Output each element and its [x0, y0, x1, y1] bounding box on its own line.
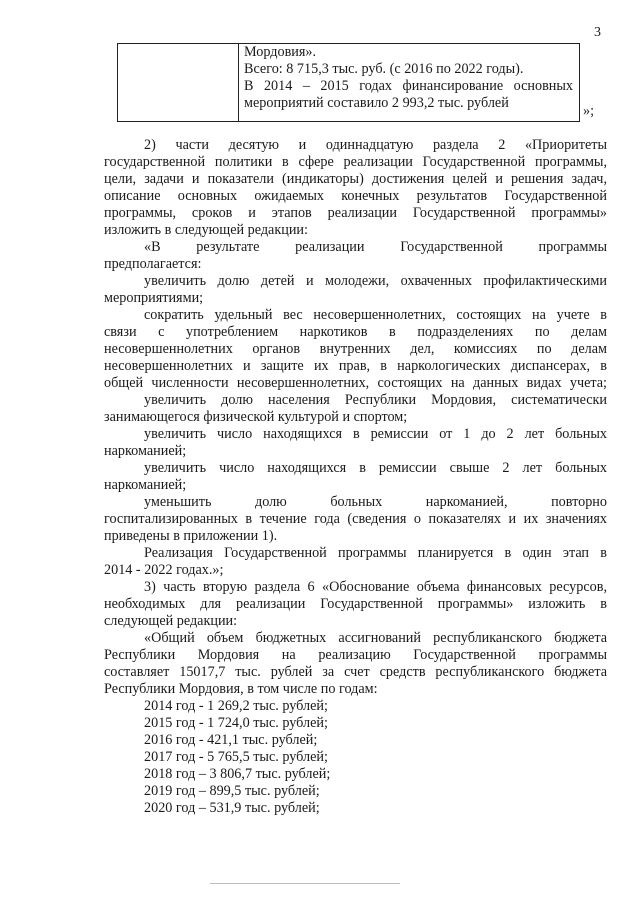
table-cell-line: Мордовия». [244, 44, 317, 60]
text-line: занимающегося физической культурой и спортом; [104, 409, 408, 425]
table-cell-line: мероприятий составило 2 993,2 тыс. рублей [244, 95, 509, 111]
text-line: сократить удельный вес несовершеннолетних, состоящих на учете в [144, 307, 607, 323]
scan-bottom-rule [210, 883, 400, 884]
text-line: увеличить число находящихся в ремиссии свыше 2 лет больных [144, 460, 607, 476]
text-line: «В результате реализации Государственной программы [144, 239, 607, 255]
budget-year-line: 2016 год - 421,1 тыс. рублей; [144, 732, 318, 748]
budget-year-line: 2015 год - 1 724,0 тыс. рублей; [144, 715, 328, 731]
table-cell-line: Всего: 8 715,3 тыс. руб. (с 2016 по 2022 годы). [244, 61, 524, 77]
text-line: следующей редакции: [104, 613, 238, 629]
text-line: изложить в следующей редакции: [104, 222, 308, 238]
text-line: госпитализированных в течение года (сведения о показателях и их значениях [104, 511, 607, 527]
text-line: цели, задачи и показатели (индикаторы) достижения целей и решения задач, [104, 171, 607, 187]
text-line: наркоманией; [104, 443, 187, 459]
text-line: 3) часть вторую раздела 6 «Обоснование объема финансовых ресурсов, [144, 579, 607, 595]
table-fragment [117, 43, 580, 122]
text-line: несовершеннолетних органов внутренних дел, комиссиях по делам [104, 341, 607, 357]
text-line: 2014 - 2022 годах.»; [104, 562, 224, 578]
budget-year-line: 2018 год – 3 806,7 тыс. рублей; [144, 766, 331, 782]
text-line: приведены в приложении 1). [104, 528, 278, 544]
text-line: «Общий объем бюджетных ассигнований республиканского бюджета [144, 630, 607, 646]
budget-year-line: 2019 год – 899,5 тыс. рублей; [144, 783, 320, 799]
text-line: мероприятиями; [104, 290, 204, 306]
closing-quote-mark: »; [583, 103, 595, 119]
page-number: 3 [594, 25, 601, 40]
text-line: увеличить долю детей и молодежи, охваченных профилактическими [144, 273, 607, 289]
text-line: Реализация Государственной программы планируется в один этап в [144, 545, 607, 561]
text-line: необходимых для реализации Государственной программы» изложить в [104, 596, 607, 612]
text-line: наркоманией; [104, 477, 187, 493]
text-line: увеличить число находящихся в ремиссии от 1 до 2 лет больных [144, 426, 607, 442]
text-line: связи с употреблением наркотиков в подразделениях по делам [104, 324, 607, 340]
text-line: уменьшить долю больных наркоманией, повторно [144, 494, 607, 510]
text-line: описание основных ожидаемых конечных результатов Государственной [104, 188, 607, 204]
text-line: увеличить долю населения Республики Мордовия, систематически [144, 392, 607, 408]
text-line: составляет 15017,7 тыс. рублей за счет средств республиканского бюджета [104, 664, 607, 680]
document-body [104, 137, 607, 817]
table-cell [244, 44, 573, 112]
text-line: 2) части десятую и одиннадцатую раздела 2 «Приоритеты [144, 137, 607, 153]
budget-year-line: 2014 год - 1 269,2 тыс. рублей; [144, 698, 328, 714]
budget-year-line: 2017 год - 5 765,5 тыс. рублей; [144, 749, 328, 765]
text-line: предполагается: [104, 256, 202, 272]
table-cell-line: В 2014 – 2015 годах финансирование основных [244, 78, 573, 94]
text-line: государственной политики в сфере реализации Государственной программы, [104, 154, 607, 170]
text-line: Республики Мордовия, в том числе по годам: [104, 681, 378, 697]
budget-year-line: 2020 год – 531,9 тыс. рублей; [144, 800, 320, 816]
table-column-divider [238, 44, 239, 121]
text-line: Республики Мордовия на реализацию Государственной программы [104, 647, 607, 663]
text-line: общей численности несовершеннолетних, состоящих на данных видах учета; [104, 375, 607, 391]
text-line: программы, сроков и этапов реализации Государственной программы» [104, 205, 607, 221]
text-line: несовершеннолетних и защите их прав, в наркологических диспансерах, в [104, 358, 607, 374]
